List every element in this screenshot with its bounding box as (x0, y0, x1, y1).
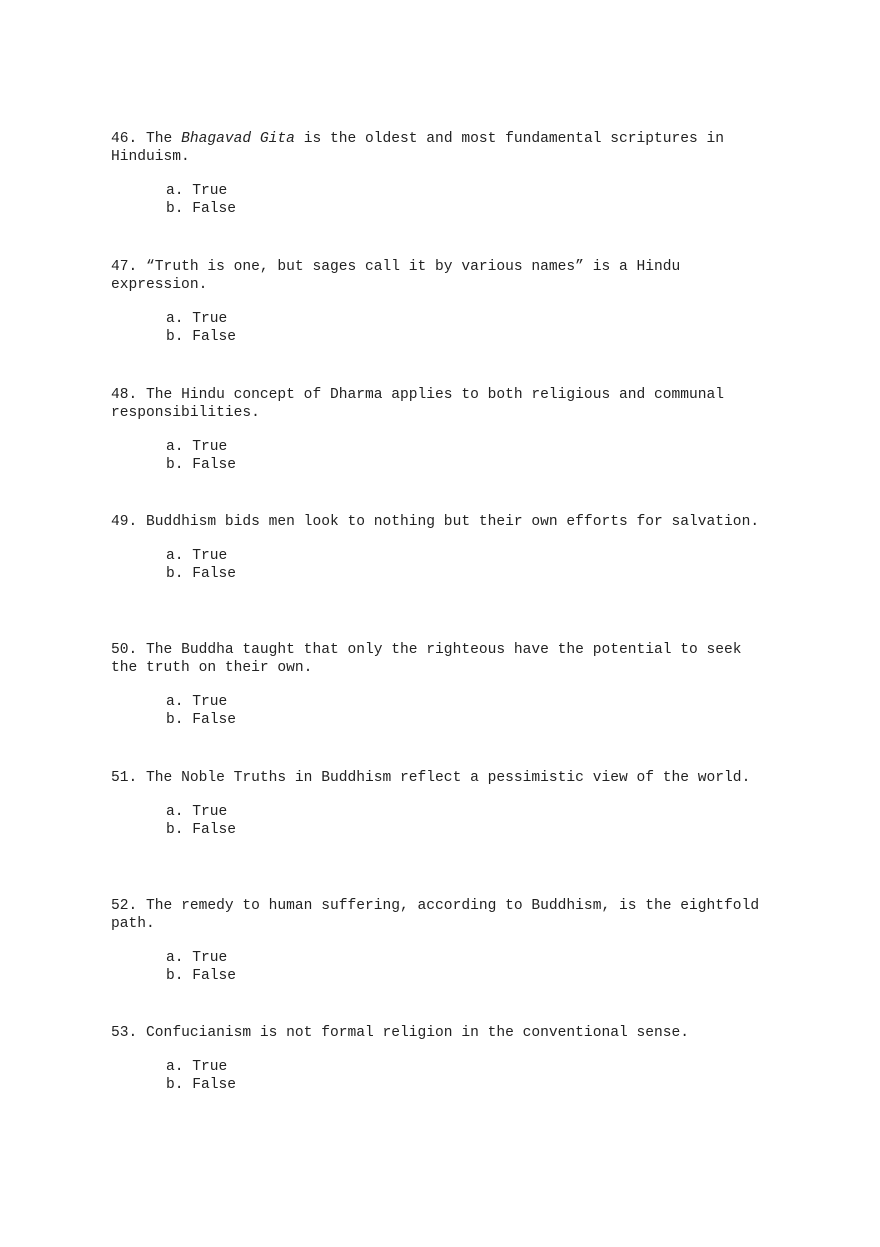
question-stem (111, 258, 771, 294)
question-text: Buddhism bids men look to nothing but their own efforts for salvation. (146, 514, 760, 530)
option-true: a. True (166, 439, 228, 455)
question-text-end: is the oldest and most fundamental scriptures in Hinduism. (111, 131, 725, 165)
option-true: a. True (166, 694, 228, 710)
option-true: a. True (166, 804, 228, 820)
question-number: 46. (111, 131, 138, 147)
scripture-title: Bhagavad Gita (181, 131, 295, 147)
question-text: The Hindu concept of Dharma applies to both religious and communal responsibilities. (111, 387, 725, 421)
option-false: b. False (166, 712, 237, 728)
question-text: Confucianism is not formal religion in the conventional sense. (146, 1025, 690, 1041)
option-false: b. False (166, 201, 237, 217)
option-false: b. False (166, 1077, 237, 1093)
question-52 (111, 897, 771, 985)
option-false: b. False (166, 822, 237, 838)
question-number: 51. (111, 770, 138, 786)
option-false: b. False (166, 968, 237, 984)
option-false: b. False (166, 329, 237, 345)
option-true: a. True (166, 548, 228, 564)
question-stem (111, 897, 771, 933)
answer-options (166, 1058, 771, 1094)
option-true: a. True (166, 183, 228, 199)
question-46 (111, 130, 771, 218)
answer-options (166, 949, 771, 985)
question-number: 48. (111, 387, 138, 403)
question-49 (111, 513, 771, 583)
option-true: a. True (166, 1059, 228, 1075)
option-true: a. True (166, 311, 228, 327)
answer-options (166, 438, 771, 474)
question-48 (111, 386, 771, 474)
question-number: 49. (111, 514, 138, 530)
answer-options (166, 803, 771, 839)
question-stem (111, 1024, 771, 1042)
question-stem (111, 513, 771, 531)
question-text-start: The (146, 131, 182, 147)
question-51 (111, 769, 771, 839)
question-stem (111, 769, 771, 787)
option-true: a. True (166, 950, 228, 966)
question-number: 52. (111, 898, 138, 914)
answer-options (166, 182, 771, 218)
question-text: The remedy to human suffering, according to Buddhism, is the eightfold path. (111, 898, 760, 932)
option-false: b. False (166, 457, 237, 473)
question-number: 50. (111, 642, 138, 658)
option-false: b. False (166, 566, 237, 582)
question-number: 47. (111, 259, 138, 275)
answer-options (166, 310, 771, 346)
question-50 (111, 641, 771, 729)
question-stem (111, 641, 771, 677)
question-stem (111, 130, 771, 166)
answer-options (166, 547, 771, 583)
question-text: The Noble Truths in Buddhism reflect a pessimistic view of the world. (146, 770, 751, 786)
question-stem (111, 386, 771, 422)
question-text: “Truth is one, but sages call it by various names” is a Hindu expression. (111, 259, 681, 293)
question-number: 53. (111, 1025, 138, 1041)
question-text: The Buddha taught that only the righteous have the potential to seek the truth on their own. (111, 642, 742, 676)
answer-options (166, 693, 771, 729)
question-53 (111, 1024, 771, 1094)
question-47 (111, 258, 771, 346)
